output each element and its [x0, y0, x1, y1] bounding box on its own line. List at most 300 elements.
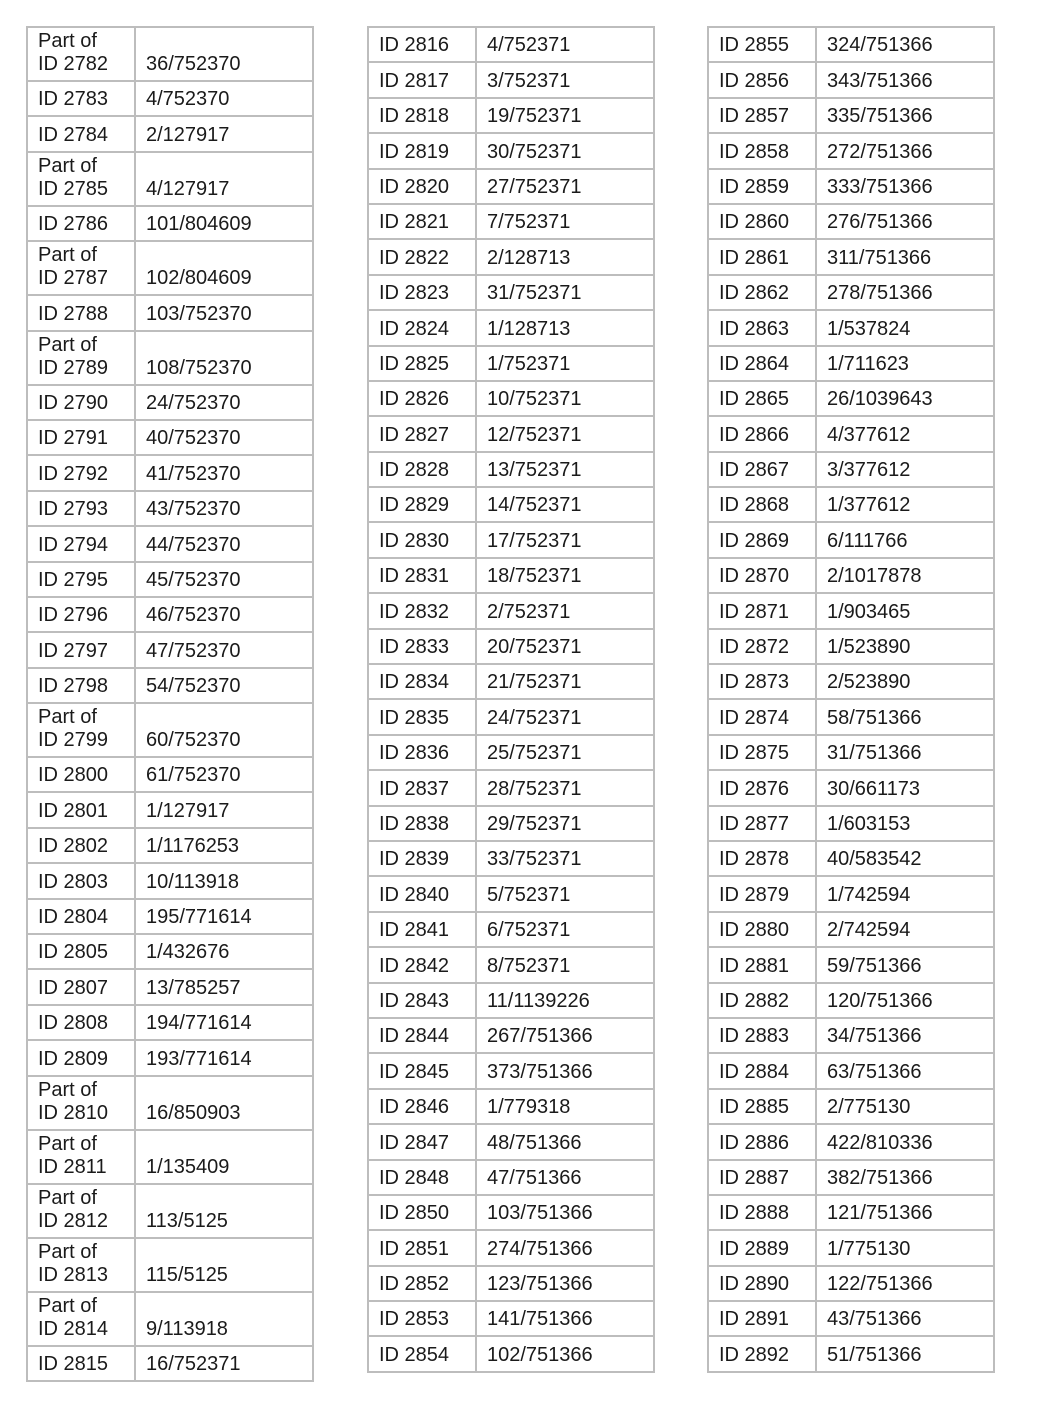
table-row	[27, 969, 313, 1004]
table-row	[27, 863, 313, 898]
value-cell: 2/752371	[476, 593, 654, 628]
value-cell: 108/752370	[135, 331, 313, 385]
table-row	[27, 1040, 313, 1075]
id-label: ID 2863	[719, 317, 790, 340]
id-cell	[708, 1230, 816, 1265]
table-row	[708, 735, 994, 770]
value-cell: 58/751366	[816, 699, 994, 734]
value-cell: 103/752370	[135, 295, 313, 330]
table-column-1	[26, 26, 314, 1382]
value-cell: 343/751366	[816, 62, 994, 97]
id-cell	[708, 522, 816, 557]
id-label: ID 2860	[719, 211, 790, 234]
table-row	[27, 757, 313, 792]
id-label: ID 2811	[38, 1155, 107, 1178]
table-row	[27, 331, 313, 385]
id-cell	[368, 381, 476, 416]
id-label: ID 2866	[719, 423, 790, 446]
id-label: ID 2824	[379, 317, 450, 340]
id-label: ID 2796	[38, 604, 109, 627]
id-label: ID 2783	[38, 88, 109, 111]
value-cell: 21/752371	[476, 664, 654, 699]
id-label: ID 2830	[379, 529, 450, 552]
table-row	[368, 1301, 654, 1336]
id-label: ID 2804	[38, 906, 109, 929]
id-cell	[708, 806, 816, 841]
table-row	[708, 1301, 994, 1336]
value-cell: 24/752370	[135, 385, 313, 420]
table-row	[27, 81, 313, 116]
id-label: ID 2847	[379, 1131, 450, 1154]
table-row	[368, 841, 654, 876]
id-label: ID 2818	[379, 105, 450, 128]
value-cell: 120/751366	[816, 983, 994, 1018]
id-label: ID 2842	[379, 954, 450, 977]
value-cell: 4/127917	[135, 152, 313, 206]
table-row	[708, 1018, 994, 1053]
table-row	[27, 792, 313, 827]
id-cell	[368, 416, 476, 451]
id-label: ID 2843	[379, 989, 450, 1012]
id-label: ID 2805	[38, 941, 109, 964]
table-row	[708, 239, 994, 274]
id-cell	[708, 381, 816, 416]
table-row	[708, 98, 994, 133]
table-row	[368, 487, 654, 522]
id-label: ID 2852	[379, 1273, 450, 1296]
value-cell: 373/751366	[476, 1053, 654, 1088]
id-cell	[368, 1160, 476, 1195]
id-cell	[708, 133, 816, 168]
id-cell	[368, 487, 476, 522]
id-cell	[27, 27, 135, 81]
value-cell: 33/752371	[476, 841, 654, 876]
id-label: ID 2854	[379, 1343, 450, 1366]
table-row	[708, 27, 994, 62]
part-of-label: Part of	[38, 333, 97, 356]
table-row	[368, 310, 654, 345]
id-label: ID 2819	[379, 140, 450, 163]
value-cell: 43/752370	[135, 491, 313, 526]
table-row	[708, 1124, 994, 1159]
id-cell	[368, 98, 476, 133]
value-cell: 9/113918	[135, 1292, 313, 1346]
id-cell	[368, 1336, 476, 1371]
id-cell	[368, 558, 476, 593]
id-label: ID 2865	[719, 388, 790, 411]
id-label: ID 2807	[38, 976, 109, 999]
value-cell: 1/1176253	[135, 828, 313, 863]
table-row	[368, 204, 654, 239]
id-label: ID 2788	[38, 302, 109, 325]
id-cell	[27, 1346, 135, 1381]
table-row	[708, 310, 994, 345]
table-row	[368, 381, 654, 416]
id-label: ID 2888	[719, 1202, 790, 1225]
id-label: ID 2886	[719, 1131, 790, 1154]
table-row	[27, 632, 313, 667]
value-cell: 6/752371	[476, 912, 654, 947]
table-row	[27, 385, 313, 420]
value-cell: 102/751366	[476, 1336, 654, 1371]
id-label: ID 2874	[719, 706, 790, 729]
table-row	[27, 1005, 313, 1040]
table-row	[368, 983, 654, 1018]
table-row	[708, 983, 994, 1018]
id-cell	[27, 206, 135, 241]
id-label: ID 2794	[38, 533, 109, 556]
table-row	[708, 62, 994, 97]
id-label: ID 2821	[379, 211, 450, 234]
table-row	[368, 275, 654, 310]
id-cell	[368, 841, 476, 876]
id-cell	[27, 420, 135, 455]
id-cell	[708, 1018, 816, 1053]
value-cell: 1/711623	[816, 346, 994, 381]
value-cell: 1/128713	[476, 310, 654, 345]
id-label: ID 2791	[38, 427, 109, 450]
value-cell: 59/751366	[816, 947, 994, 982]
id-label: ID 2862	[719, 282, 790, 305]
value-cell: 27/752371	[476, 169, 654, 204]
id-label: ID 2845	[379, 1060, 450, 1083]
id-cell	[368, 1266, 476, 1301]
id-cell	[368, 1195, 476, 1230]
id-cell	[368, 629, 476, 664]
id-label: ID 2813	[38, 1263, 109, 1286]
table-row	[708, 806, 994, 841]
id-label: ID 2887	[719, 1166, 790, 1189]
value-cell: 12/752371	[476, 416, 654, 451]
id-cell	[368, 204, 476, 239]
value-cell: 1/603153	[816, 806, 994, 841]
table-row	[27, 1076, 313, 1130]
id-cell	[708, 735, 816, 770]
id-cell	[27, 668, 135, 703]
id-cell	[27, 491, 135, 526]
value-cell: 194/771614	[135, 1005, 313, 1040]
id-label: ID 2790	[38, 391, 109, 414]
table-row	[27, 295, 313, 330]
table-row	[368, 1160, 654, 1195]
value-cell: 14/752371	[476, 487, 654, 522]
id-cell	[708, 629, 816, 664]
id-label: ID 2864	[719, 352, 790, 375]
value-cell: 8/752371	[476, 947, 654, 982]
table-row	[708, 416, 994, 451]
table-row	[368, 239, 654, 274]
table-row	[368, 1089, 654, 1124]
id-cell	[27, 632, 135, 667]
part-of-label: Part of	[38, 30, 97, 52]
id-cell	[708, 876, 816, 911]
id-cell	[368, 770, 476, 805]
id-label: ID 2892	[719, 1343, 790, 1366]
value-cell: 2/742594	[816, 912, 994, 947]
table-row	[368, 1018, 654, 1053]
value-cell: 51/751366	[816, 1336, 994, 1371]
id-cell	[708, 204, 816, 239]
id-label: ID 2826	[379, 388, 450, 411]
table-row	[708, 381, 994, 416]
id-label: ID 2822	[379, 246, 450, 269]
id-label: ID 2803	[38, 870, 109, 893]
table-row	[368, 452, 654, 487]
id-label: ID 2861	[719, 246, 790, 269]
id-label: ID 2831	[379, 565, 450, 588]
id-label: ID 2871	[719, 600, 790, 623]
table-row	[27, 1238, 313, 1292]
id-label: ID 2876	[719, 777, 790, 800]
id-label: ID 2827	[379, 423, 450, 446]
id-cell	[27, 1238, 135, 1292]
table-row	[368, 27, 654, 62]
value-cell: 1/775130	[816, 1230, 994, 1265]
id-label: ID 2810	[38, 1101, 109, 1124]
id-cell	[27, 597, 135, 632]
part-of-label: Part of	[38, 154, 97, 177]
table-row	[368, 699, 654, 734]
id-cell	[708, 98, 816, 133]
id-cell	[27, 757, 135, 792]
id-cell	[708, 841, 816, 876]
id-cell	[27, 116, 135, 151]
part-of-label: Part of	[38, 1186, 97, 1209]
id-cell	[27, 792, 135, 827]
value-cell: 31/751366	[816, 735, 994, 770]
id-cell	[368, 1124, 476, 1159]
id-cell	[368, 346, 476, 381]
id-label: ID 2800	[38, 764, 109, 787]
table-row	[708, 487, 994, 522]
table-row	[27, 828, 313, 863]
value-cell: 29/752371	[476, 806, 654, 841]
value-cell: 48/751366	[476, 1124, 654, 1159]
table-row	[368, 133, 654, 168]
id-cell	[708, 27, 816, 62]
value-cell: 2/775130	[816, 1089, 994, 1124]
id-label: ID 2844	[379, 1025, 450, 1048]
id-table-2	[367, 26, 655, 1373]
table-row	[708, 522, 994, 557]
table-row	[27, 597, 313, 632]
value-cell: 1/752371	[476, 346, 654, 381]
value-cell: 10/113918	[135, 863, 313, 898]
table-column-3	[707, 26, 995, 1373]
id-cell	[27, 152, 135, 206]
id-label: ID 2840	[379, 883, 450, 906]
value-cell: 122/751366	[816, 1266, 994, 1301]
value-cell: 101/804609	[135, 206, 313, 241]
id-cell	[27, 81, 135, 116]
table-row	[27, 703, 313, 757]
id-cell	[708, 770, 816, 805]
id-cell	[27, 703, 135, 757]
table-row	[368, 912, 654, 947]
table-row	[708, 593, 994, 628]
table-row	[708, 275, 994, 310]
id-cell	[708, 275, 816, 310]
id-cell	[368, 1089, 476, 1124]
value-cell: 1/523890	[816, 629, 994, 664]
id-label: ID 2802	[38, 835, 109, 858]
value-cell: 54/752370	[135, 668, 313, 703]
id-label: ID 2833	[379, 636, 450, 659]
value-cell: 19/752371	[476, 98, 654, 133]
value-cell: 46/752370	[135, 597, 313, 632]
id-cell	[368, 239, 476, 274]
id-label: ID 2850	[379, 1202, 450, 1225]
value-cell: 1/135409	[135, 1130, 313, 1184]
id-cell	[368, 699, 476, 734]
id-cell	[368, 1230, 476, 1265]
table-row	[368, 876, 654, 911]
value-cell: 3/752371	[476, 62, 654, 97]
id-label: ID 2809	[38, 1047, 109, 1070]
table-row	[708, 169, 994, 204]
id-cell	[368, 62, 476, 97]
table-row	[27, 420, 313, 455]
id-cell	[708, 593, 816, 628]
table-row	[368, 169, 654, 204]
value-cell: 1/742594	[816, 876, 994, 911]
id-label: ID 2884	[719, 1060, 790, 1083]
id-cell	[27, 934, 135, 969]
value-cell: 193/771614	[135, 1040, 313, 1075]
table-row	[368, 1230, 654, 1265]
id-label: ID 2880	[719, 919, 790, 942]
value-cell: 47/752370	[135, 632, 313, 667]
value-cell: 16/850903	[135, 1076, 313, 1130]
id-label: ID 2851	[379, 1237, 450, 1260]
id-cell	[708, 983, 816, 1018]
table-row	[708, 699, 994, 734]
id-cell	[368, 593, 476, 628]
table-row	[368, 62, 654, 97]
id-cell	[27, 899, 135, 934]
table-row	[708, 558, 994, 593]
id-label: ID 2867	[719, 459, 790, 482]
value-cell: 18/752371	[476, 558, 654, 593]
id-cell	[708, 310, 816, 345]
value-cell: 121/751366	[816, 1195, 994, 1230]
value-cell: 6/111766	[816, 522, 994, 557]
id-cell	[27, 1292, 135, 1346]
id-label: ID 2878	[719, 848, 790, 871]
value-cell: 20/752371	[476, 629, 654, 664]
table-column-2	[367, 26, 655, 1373]
value-cell: 311/751366	[816, 239, 994, 274]
table-row	[27, 1184, 313, 1238]
value-cell: 1/779318	[476, 1089, 654, 1124]
table-row	[368, 98, 654, 133]
table-row	[368, 735, 654, 770]
id-cell	[708, 664, 816, 699]
id-label: ID 2841	[379, 919, 450, 942]
part-of-label: Part of	[38, 1132, 97, 1155]
table-row	[368, 1124, 654, 1159]
table-row	[708, 346, 994, 381]
table-row	[27, 116, 313, 151]
value-cell: 41/752370	[135, 455, 313, 490]
value-cell: 3/377612	[816, 452, 994, 487]
table-row	[708, 664, 994, 699]
table-row	[368, 947, 654, 982]
table-row	[368, 558, 654, 593]
id-cell	[368, 983, 476, 1018]
value-cell: 11/1139226	[476, 983, 654, 1018]
part-of-label: Part of	[38, 1078, 97, 1101]
value-cell: 4/752370	[135, 81, 313, 116]
value-cell: 267/751366	[476, 1018, 654, 1053]
id-cell	[368, 947, 476, 982]
id-label: ID 2855	[719, 34, 790, 57]
value-cell: 63/751366	[816, 1053, 994, 1088]
id-label: ID 2872	[719, 636, 790, 659]
id-label: ID 2808	[38, 1012, 109, 1035]
id-label: ID 2859	[719, 175, 790, 198]
id-label: ID 2875	[719, 742, 790, 765]
id-label: ID 2877	[719, 812, 790, 835]
id-label: ID 2789	[38, 356, 109, 379]
id-cell	[368, 522, 476, 557]
value-cell: 30/661173	[816, 770, 994, 805]
id-cell	[27, 331, 135, 385]
table-row	[368, 1195, 654, 1230]
id-cell	[368, 1053, 476, 1088]
value-cell: 1/377612	[816, 487, 994, 522]
id-cell	[368, 806, 476, 841]
value-cell: 34/751366	[816, 1018, 994, 1053]
id-cell	[27, 1076, 135, 1130]
id-cell	[708, 452, 816, 487]
value-cell: 30/752371	[476, 133, 654, 168]
id-cell	[708, 1053, 816, 1088]
id-label: ID 2793	[38, 498, 109, 521]
id-cell	[368, 1018, 476, 1053]
id-label: ID 2837	[379, 777, 450, 800]
value-cell: 40/752370	[135, 420, 313, 455]
table-row	[708, 947, 994, 982]
table-row	[708, 1089, 994, 1124]
id-cell	[708, 1301, 816, 1336]
id-cell	[368, 664, 476, 699]
value-cell: 7/752371	[476, 204, 654, 239]
id-label: ID 2857	[719, 105, 790, 128]
id-cell	[368, 876, 476, 911]
id-label: ID 2882	[719, 989, 790, 1012]
id-cell	[708, 1124, 816, 1159]
id-table-1	[26, 26, 314, 1382]
id-cell	[708, 1195, 816, 1230]
id-label: ID 2856	[719, 69, 790, 92]
table-row	[27, 1292, 313, 1346]
id-label: ID 2868	[719, 494, 790, 517]
id-label: ID 2820	[379, 175, 450, 198]
id-label: ID 2823	[379, 282, 450, 305]
id-label: ID 2797	[38, 639, 109, 662]
table-row	[708, 629, 994, 664]
table-row	[368, 522, 654, 557]
value-cell: 195/771614	[135, 899, 313, 934]
table-row	[368, 770, 654, 805]
id-label: ID 2812	[38, 1209, 109, 1232]
value-cell: 113/5125	[135, 1184, 313, 1238]
table-row	[708, 133, 994, 168]
id-label: ID 2792	[38, 462, 109, 485]
id-cell	[708, 487, 816, 522]
table-row	[708, 1195, 994, 1230]
